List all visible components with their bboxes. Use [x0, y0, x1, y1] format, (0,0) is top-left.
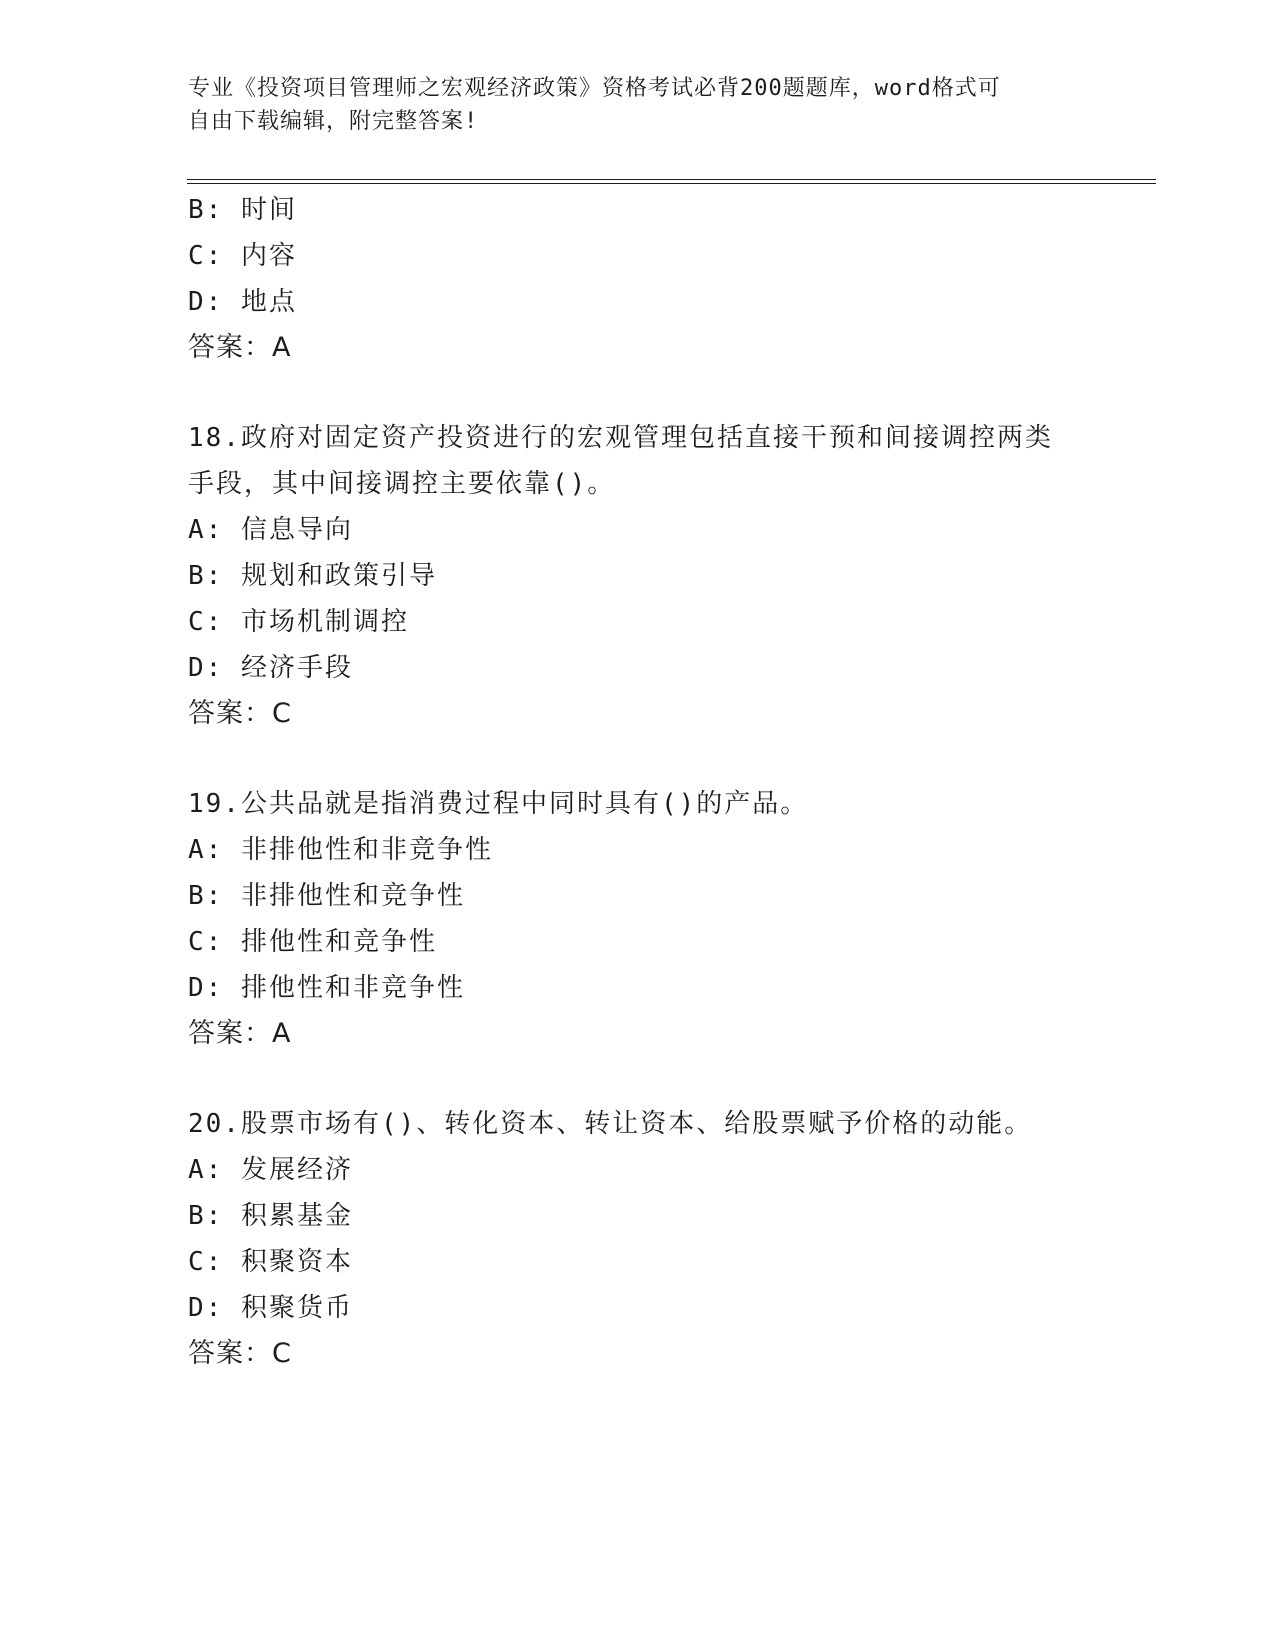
option-line: A: 非排他性和非竞争性 — [188, 835, 493, 865]
page-header — [188, 72, 1088, 138]
option-line: D: 排他性和非竞争性 — [188, 973, 465, 1003]
option-line: D: 经济手段 — [188, 653, 353, 683]
answer-line: 答案：A — [188, 332, 292, 363]
spacer — [188, 371, 1148, 415]
spacer — [188, 1057, 1148, 1101]
option-line: A: 发展经济 — [188, 1155, 353, 1185]
option-line: B: 非排他性和竞争性 — [188, 881, 465, 911]
option-line: D: 积聚货币 — [188, 1293, 353, 1323]
question-stem: 18.政府对固定资产投资进行的宏观管理包括直接干预和间接调控两类 — [188, 423, 1053, 453]
question-block-17 — [188, 187, 1148, 371]
option-line: C: 内容 — [188, 241, 297, 271]
option-line: B: 时间 — [188, 195, 297, 225]
spacer — [188, 737, 1148, 781]
answer-line: 答案：A — [188, 1018, 292, 1049]
option-line: D: 地点 — [188, 287, 297, 317]
option-line: C: 排他性和竞争性 — [188, 927, 437, 957]
question-block-20 — [188, 1101, 1148, 1377]
option-line: B: 规划和政策引导 — [188, 561, 437, 591]
option-line: C: 市场机制调控 — [188, 607, 409, 637]
header-line-1: 专业《投资项目管理师之宏观经济政策》资格考试必背200题题库，word格式可 — [188, 76, 1001, 101]
option-line: A: 信息导向 — [188, 515, 353, 545]
header-double-rule — [187, 179, 1156, 184]
question-block-18 — [188, 415, 1148, 737]
answer-line: 答案：C — [188, 1338, 292, 1369]
option-line: C: 积聚资本 — [188, 1247, 353, 1277]
question-stem: 手段，其中间接调控主要依靠()。 — [188, 469, 616, 499]
question-list — [188, 187, 1148, 1377]
question-stem: 19.公共品就是指消费过程中同时具有()的产品。 — [188, 789, 809, 819]
option-line: B: 积累基金 — [188, 1201, 353, 1231]
header-line-2: 自由下载编辑，附完整答案! — [188, 109, 479, 134]
question-stem: 20.股票市场有()、转化资本、转让资本、给股票赋予价格的动能。 — [188, 1109, 1033, 1139]
answer-line: 答案：C — [188, 698, 292, 729]
question-block-19 — [188, 781, 1148, 1057]
